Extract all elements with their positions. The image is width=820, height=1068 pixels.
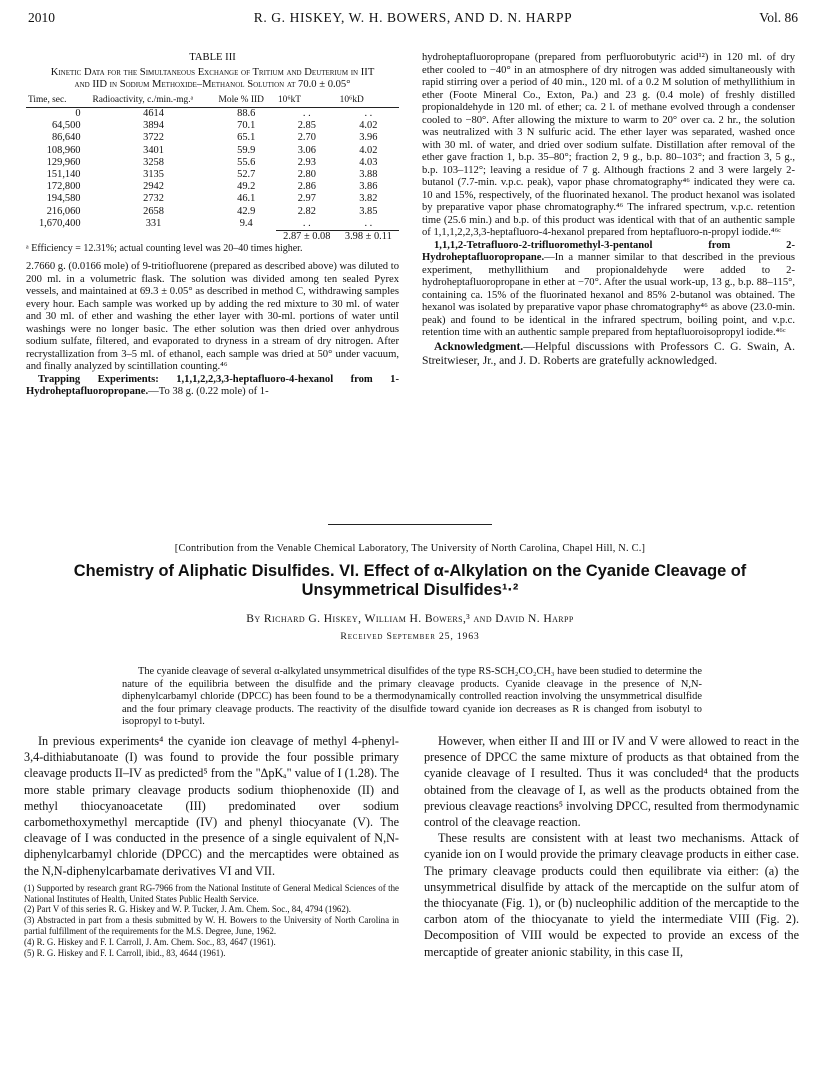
cell-kd: 3.86: [359, 181, 378, 193]
cell-kd: 3.85: [359, 205, 378, 217]
paragraph-trapping: Trapping Experiments: 1,1,1,2,2,3,3-heptafluoro-4-hexanol from 1-Hydroheptafluoropropane.—To 38 g. (0.22 mole) of 1-: [26, 373, 399, 398]
cell-kd: 3.82: [359, 193, 378, 205]
cell-kd: 3.96: [359, 132, 378, 144]
received-date: Received September 25, 1963: [340, 631, 480, 642]
table-row: [26, 218, 399, 231]
table-row: [26, 206, 399, 218]
cell-mole: 88.6: [237, 108, 256, 119]
paragraph-hydroheptafluoropropane: hydroheptafluoropropane (prepared from perfluorobutyric acid¹²) in 120 ml. of dry ether cooled to −40° in an atmosphere of dry nitrogen was added simultaneously with rapid stirring over a period of 40 min., 120 ml. of a 0.2 M solution of methyllithium in ether (Foote Mineral Co., Exton, Pa.) and 23 g. (0.4 mole) of freshly distilled propionaldehyde in 120 ml. of ether; ca. 2 l. of methane evolved through a condenser cooled to −80°. After allowing the mixture to warm to 20° over ca. 2 hr., the solution was neutralized with 3 N sulfuric acid. The ether layer was separated, washed once with 30 ml. of water, and dried over sodium sulfate. Distillation after removal of the ether gave fraction 1, b.p. 35–80°; fraction 2, 9 g., b.p. 80–103°; and fraction 3, 5 g., b.p. 103–112°; leaving a residue of 7 g. Although fractions 2 and 3 were largely 2-butanol (7.7-min. v.p.c. peak), vapor phase chromatography⁴⁶ indicated they were ca. 10 and 15%, respectively, of the fluorinated hexanol. The product hexanol was isolated by preparative vapor phase chromatography.⁴⁶ The infrared spectrum, v.p.c. retention time (25.6 min.) and b.p. of this product was identical with that of an authentic sample of 1,1,1,2,2,3,3-heptafluoro-4-hexanol prepared from heptafluoro-n-propyl iodide.⁴⁶ᶜ: [422, 52, 795, 238]
cell-radio: 2658: [143, 205, 164, 217]
cell-mole: 55.6: [237, 156, 256, 168]
col-header-radioactivity: Radioactivity, c./min.-mg.ᵃ: [91, 95, 217, 108]
cell-radio: 4614: [143, 108, 164, 119]
col-header-time: Time, sec.: [26, 95, 91, 108]
kinetic-data-table: [26, 95, 399, 244]
cell-time: 108,960: [46, 144, 81, 156]
cell-kd: 4.02: [359, 144, 378, 156]
table-label: TABLE III: [189, 52, 236, 63]
cell-time: 194,580: [46, 193, 81, 205]
running-header: [28, 10, 798, 30]
top-left-column: [26, 52, 399, 399]
cell-time: 216,060: [46, 205, 81, 217]
cell-radio: 3258: [143, 156, 164, 168]
cell-kt: 3.06: [297, 144, 316, 156]
cell-mole: 52.7: [237, 169, 256, 181]
col-header-mole: Mole % IID: [217, 95, 276, 108]
body-paragraph-2: However, when either II and III or IV and V were allowed to react in the presence of DPCC the same mixture of products as that obtained from the cyanide cleavage of I resulted. Thus it was concluded⁴ that the products obtained from the cleavage of I, as well as the products obtained from the previous cleavage reactions⁵ involving DPCC, resulted from thermodynamic control of the cleavage reaction.: [424, 734, 799, 830]
cell-kt: 2.82: [297, 205, 316, 217]
cell-kt: 2.93: [297, 156, 316, 168]
body-left-column: [24, 733, 399, 958]
table-row: [26, 145, 399, 157]
section-divider: [328, 524, 492, 525]
cell-kt: 2.85: [297, 120, 316, 132]
acknowledgment: Acknowledgment.—Helpful discussions with Professors C. G. Swain, A. Streitwieser, Jr., and J. D. Roberts are gratefully acknowledged.: [422, 339, 795, 367]
table-body: [26, 108, 399, 244]
cell-mole: 59.9: [237, 144, 256, 156]
cell-time: 1,670,400: [38, 218, 81, 230]
table-row: [26, 108, 399, 121]
cell-mole: 65.1: [237, 132, 256, 144]
cell-mole: 42.9: [237, 205, 256, 217]
body-right-column: [424, 733, 799, 960]
contribution-line: [Contribution from the Venable Chemical Laboratory, The University of North Carolina, Chapel Hill, N. C.]: [174, 543, 646, 554]
body-paragraph-3: These results are consistent with at least two mechanisms. Attack of cyanide ion on I would provide the primary cleavage products in either case. The primary cleavage products could then equilibrate via either: (a) the unsymmetrical disulfide by attack of the mercaptide on the sulfur atom of the thiocyanate (Fig. 1), or (b) nucleophilic addition of the mercaptide to the carbon atom of the thiocyanate to yield the intermediate VIII (Fig. 2). Decomposition of VIII would be expected to provide an excess of the mercaptide of greater anionic stability, in this case II,: [424, 831, 799, 959]
footnote-3: (3) Abstracted in part from a thesis submitted by W. H. Bowers to the University of North Carolina in partial fulfillment of the requirements for the M.S. Degree, June, 1962.: [24, 915, 399, 937]
table-row: [26, 193, 399, 205]
cell-mole: 9.4: [239, 218, 253, 230]
heading-trapping: Trapping Experiments: 1,1,1,2,2,3,3-heptafluoro-4-hexanol from 1-Hydroheptafluoropropane.: [26, 373, 399, 398]
cell-kt: 2.86: [297, 181, 316, 193]
table-caption: Kinetic Data for the Simultaneous Exchange of Tritium and Deuterium in IIT and IID in Sodium Methoxide–Methanol Solution at 70.0 ± 0.05°: [50, 66, 375, 90]
acknowledgment-heading: Acknowledgment.: [434, 339, 524, 353]
volume-number: Vol. 86: [759, 10, 798, 25]
heading-tetrafluoro: 1,1,1,2-Tetrafluoro-2-trifluoromethyl-3-pentanol from 2-Hydroheptafluoropropane.: [422, 239, 795, 263]
cell-mole: 46.1: [237, 193, 256, 205]
table-row: [26, 169, 399, 181]
footnote-2: (2) Part V of this series R. G. Hiskey and W. P. Tucker, J. Am. Chem. Soc., 84, 4794 (1962).: [24, 904, 351, 915]
average-kt: 2.87 ± 0.08: [276, 231, 338, 244]
cell-radio: 3722: [143, 132, 164, 144]
cell-kt: 2.97: [297, 193, 316, 205]
cell-time: 86,640: [51, 132, 81, 144]
cell-kt: . .: [302, 108, 311, 119]
cell-time: 151,140: [46, 169, 81, 181]
cell-time: 0: [75, 108, 81, 119]
cell-kd: 4.03: [359, 156, 378, 168]
col-header-kt: 10⁶kT: [276, 95, 338, 108]
table-row: [26, 181, 399, 193]
cell-radio: 3135: [143, 169, 164, 181]
paragraph-tetrafluoro: 1,1,1,2-Tetrafluoro-2-trifluoromethyl-3-pentanol from 2-Hydroheptafluoropropane.—In a manner similar to that described in the previous experiment, methyllithium and propionaldehyde were added to 2-hydroheptafluoropropane in ether at −70°. After the usual work-up, 13 g., b.p. 88–115°, containing ca. 15% of the fluorinated hexanol and 85% 2-butanol was obtained. The hexanol was isolated by preparative vapor phase chromatography⁴⁶ as above (23.0-min. peak) and found to be identical in the infrared spectrum, boiling point, and v.p.c. retention time with an authentic sample prepared from heptafluoroisopropyl iodide.⁴⁶ᶜ: [422, 239, 795, 338]
cell-radio: 2942: [143, 181, 164, 193]
cell-kd: 3.88: [359, 169, 378, 181]
cell-time: 172,800: [46, 181, 81, 193]
cell-mole: 70.1: [237, 120, 256, 132]
article-title: Chemistry of Aliphatic Disulfides. VI. Effect of α-Alkylation on the Cyanide Cleavage of Unsymmetrical Disulfides¹·²: [73, 562, 747, 599]
cell-kd: . .: [364, 108, 373, 119]
cell-radio: 3894: [143, 120, 164, 132]
paragraph-tritiofluorene: 2.7660 g. (0.0166 mole) of 9-tritiofluorene (prepared as described above) was diluted to 200 ml. in a volumetric flask. The solution was divided among ten sealed Pyrex vessels, and maintained at 69.3 ± 0.05° as described in method C, withdrawing samples every hour. Each sample was worked up by adding the red mixture to 30 ml. of water and 30 ml. of ether and washing the ether layer with 30-ml. portions of water until washings were no longer basic. The ether solution was then dried over anhydrous sodium sulfate, filtered, and evaporated to dryness in a stream of dry nitrogen. After recrystallization from 3–5 ml. of ethanol, each sample was dried at 50° under vacuum, and finally analyzed by scintillation counting.⁴⁶: [26, 261, 399, 373]
cell-kt: 2.70: [297, 132, 316, 144]
cell-time: 64,500: [51, 120, 81, 132]
running-authors: R. G. HISKEY, W. H. BOWERS, AND D. N. HARPP: [253, 10, 573, 25]
footnote-4: (4) R. G. Hiskey and F. I. Carroll, J. Am. Chem. Soc., 83, 4647 (1961).: [24, 936, 276, 947]
cell-radio: 2732: [143, 193, 164, 205]
average-kd: 3.98 ± 0.11: [338, 231, 399, 244]
cell-time: 129,960: [46, 156, 81, 168]
col-header-kd: 10⁶kD: [338, 95, 399, 108]
footnote-1: (1) Supported by research grant RG-7966 from the National Institute of General Medical Sciences of the National Institutes of Health, United States Public Health Service.: [24, 882, 399, 904]
body-paragraph-1: In previous experiments⁴ the cyanide ion cleavage of methyl 4-phenyl-3,4-dithiabutanoate (I) was found to provide the four possible primary cleavage products II–IV as predicted⁵ from the "ΔpKₐ" value of I (1.28). The more stable primary cleavage products sodium thiophenoxide (II) and methyl thiocyanoacetate (III) predominated over sodium carbomethoxymethyl mercaptide (IV) and phenyl thiocyanate (V). The cleavage of I was conducted in the presence of a single equivalent of N,N-diphenylcarbamyl chloride (DPCC) and the mercaptides were obtained as the N,N-diphenylcarbamate derivatives VI and VII.: [24, 734, 399, 878]
table-average-row: [26, 231, 399, 244]
cell-radio: 3401: [143, 144, 164, 156]
table-footnote: ᵃ Efficiency = 12.31%; actual counting level was 20–40 times higher.: [26, 243, 303, 255]
byline: By Richard G. Hiskey, William H. Bowers,³ and David N. Harpp: [246, 612, 574, 625]
cell-kt: 2.80: [297, 169, 316, 181]
table-row: [26, 157, 399, 169]
footnote-5: (5) R. G. Hiskey and F. I. Carroll, ibid., 83, 4644 (1961).: [24, 947, 226, 958]
table-row: [26, 132, 399, 144]
table-row: [26, 120, 399, 132]
top-right-column: [422, 52, 795, 368]
cell-kd: . .: [364, 217, 373, 229]
abstract: The cyanide cleavage of several α-alkylated unsymmetrical disulfides of the type RS-SCH₂CO₂CH₃ have been studied to determine the nature of the equilibria between the disulfide and the primary cleavage products. Cyanide cleavage in the presence of N,N-diphenylcarbamyl chloride (DPCC) has been found to be a thermodynamically controlled reaction involving the unsymmetrical disulfide and the four primary cleavage products. The reactivity of the disulfide toward cyanide ion decreases as R is changed from isobutyl to isopropyl to t-butyl.: [122, 666, 702, 728]
footnotes: [24, 883, 399, 959]
cell-kd: 4.02: [359, 120, 378, 132]
cell-kt: . .: [302, 217, 311, 229]
cell-mole: 49.2: [237, 181, 256, 193]
cell-radio: 331: [145, 218, 162, 230]
page-number: 2010: [28, 10, 55, 25]
